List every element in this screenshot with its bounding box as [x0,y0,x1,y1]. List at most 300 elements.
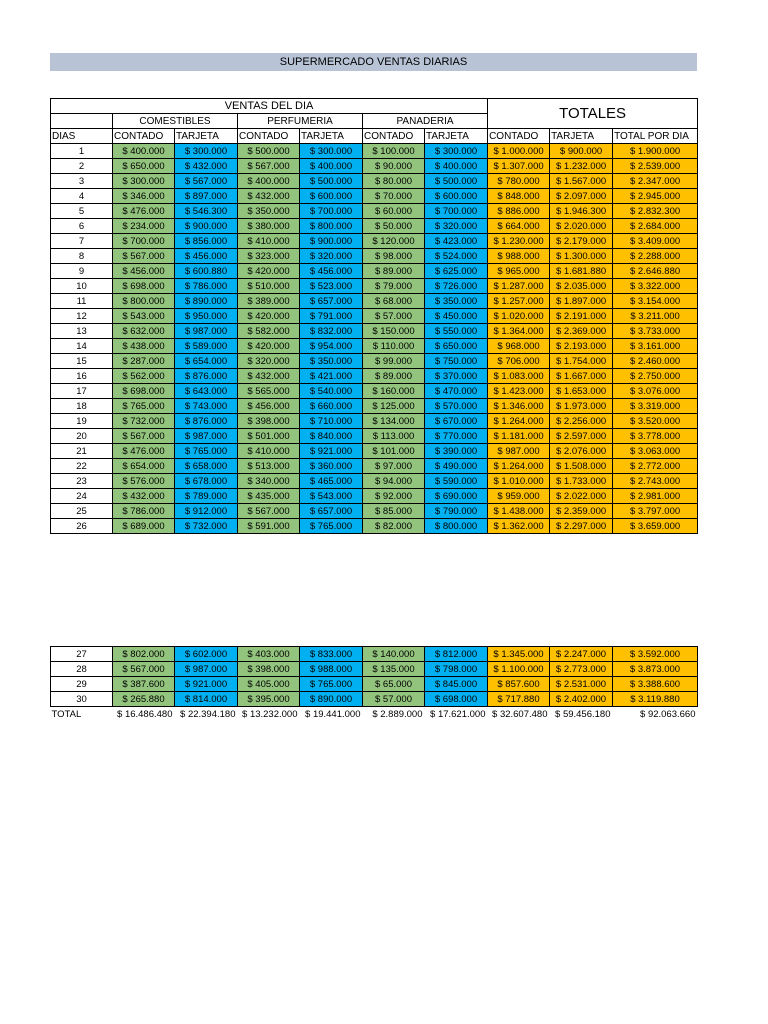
total-cell: $ 59.456.180 [555,708,611,720]
amount-cell: $ 94.000 [363,474,425,489]
panaderia-header: PANADERIA [363,114,488,129]
amount-cell: $ 89.000 [363,369,425,384]
amount-cell: $ 3.154.000 [613,294,698,309]
table-row [51,414,698,429]
amount-cell: $ 650.000 [113,159,175,174]
amount-cell: $ 1.257.000 [488,294,550,309]
amount-cell: $ 97.000 [363,459,425,474]
amount-cell: $ 1.681.880 [550,264,613,279]
amount-cell: $ 2.035.000 [550,279,613,294]
amount-cell: $ 2.020.000 [550,219,613,234]
amount-cell: $ 1.264.000 [488,459,550,474]
total-cell: $ 13.232.000 [242,708,298,720]
amount-cell: $ 567.000 [113,429,175,444]
amount-cell: $ 2.247.000 [550,647,613,662]
table-row [51,144,698,159]
amount-cell: $ 567.000 [238,504,300,519]
amount-cell: $ 398.000 [238,414,300,429]
amount-cell: $ 476.000 [113,204,175,219]
amount-cell: $ 500.000 [238,144,300,159]
comestibles-header: COMESTIBLES [113,114,238,129]
amount-cell: $ 1.754.000 [550,354,613,369]
day-cell: 7 [51,234,113,249]
amount-cell: $ 3.873.000 [613,662,698,677]
amount-cell: $ 395.000 [238,692,300,707]
daily-sales-table-continued [50,646,698,721]
amount-cell: $ 513.000 [238,459,300,474]
amount-cell: $ 654.000 [113,459,175,474]
amount-cell: $ 689.000 [113,519,175,534]
amount-cell: $ 643.000 [175,384,238,399]
amount-cell: $ 501.000 [238,429,300,444]
amount-cell: $ 456.000 [113,264,175,279]
amount-cell: $ 840.000 [300,429,363,444]
amount-cell: $ 287.000 [113,354,175,369]
amount-cell: $ 743.000 [175,399,238,414]
amount-cell: $ 1.653.000 [550,384,613,399]
amount-cell: $ 732.000 [113,414,175,429]
amount-cell: $ 950.000 [175,309,238,324]
amount-cell: $ 625.000 [425,264,488,279]
amount-cell: $ 845.000 [425,677,488,692]
total-cell: $ 92.063.660 [640,708,696,720]
amount-cell: $ 92.000 [363,489,425,504]
day-cell: 15 [51,354,113,369]
amount-cell: $ 876.000 [175,369,238,384]
amount-cell: $ 988.000 [300,662,363,677]
day-cell: 8 [51,249,113,264]
amount-cell: $ 2.097.000 [550,189,613,204]
amount-cell: $ 99.000 [363,354,425,369]
amount-cell: $ 320.000 [300,249,363,264]
amount-cell: $ 2.288.000 [613,249,698,264]
amount-cell: $ 988.000 [488,249,550,264]
amount-cell: $ 380.000 [238,219,300,234]
panaderia-tarjeta-header: TARJETA [425,129,488,144]
amount-cell: $ 1.345.000 [488,647,550,662]
day-cell: 14 [51,339,113,354]
amount-cell: $ 706.000 [488,354,550,369]
amount-cell: $ 450.000 [425,309,488,324]
amount-cell: $ 876.000 [175,414,238,429]
table-row [51,519,698,534]
amount-cell: $ 968.000 [488,339,550,354]
amount-cell: $ 567.000 [113,662,175,677]
amount-cell: $ 576.000 [113,474,175,489]
table-row [51,234,698,249]
day-cell: 17 [51,384,113,399]
amount-cell: $ 900.000 [175,219,238,234]
table-row [51,662,698,677]
amount-cell: $ 890.000 [300,692,363,707]
blank-header-cell [51,114,113,129]
amount-cell: $ 323.000 [238,249,300,264]
amount-cell: $ 3.520.000 [613,414,698,429]
amount-cell: $ 2.539.000 [613,159,698,174]
amount-cell: $ 600.000 [425,189,488,204]
amount-cell: $ 550.000 [425,324,488,339]
amount-cell: $ 789.000 [175,489,238,504]
amount-cell: $ 765.000 [113,399,175,414]
dias-header: DIAS [51,129,113,144]
amount-cell: $ 726.000 [425,279,488,294]
total-cell: $ 32.607.480 [492,708,548,720]
table-row [51,324,698,339]
day-cell: 27 [51,647,113,662]
table-row [51,444,698,459]
amount-cell: $ 886.000 [488,204,550,219]
amount-cell: $ 320.000 [238,354,300,369]
total-cell: $ 17.621.000 [430,708,486,720]
day-cell: 30 [51,692,113,707]
table-row [51,429,698,444]
amount-cell: $ 420.000 [238,339,300,354]
amount-cell: $ 403.000 [238,647,300,662]
amount-cell: $ 470.000 [425,384,488,399]
amount-cell: $ 965.000 [488,264,550,279]
amount-cell: $ 2.945.000 [613,189,698,204]
amount-cell: $ 490.000 [425,459,488,474]
amount-cell: $ 812.000 [425,647,488,662]
amount-cell: $ 890.000 [175,294,238,309]
amount-cell: $ 650.000 [425,339,488,354]
amount-cell: $ 432.000 [175,159,238,174]
day-cell: 13 [51,324,113,339]
amount-cell: $ 101.000 [363,444,425,459]
amount-cell: $ 3.076.000 [613,384,698,399]
amount-cell: $ 2.347.000 [613,174,698,189]
table-body-continued [51,647,698,707]
header-row-1 [51,99,698,114]
day-cell: 2 [51,159,113,174]
amount-cell: $ 3.161.000 [613,339,698,354]
total-row [51,707,698,722]
amount-cell: $ 765.000 [175,444,238,459]
amount-cell: $ 110.000 [363,339,425,354]
amount-cell: $ 1.733.000 [550,474,613,489]
amount-cell: $ 135.000 [363,662,425,677]
table-row [51,249,698,264]
amount-cell: $ 654.000 [175,354,238,369]
day-cell: 11 [51,294,113,309]
table-row [51,174,698,189]
amount-cell: $ 68.000 [363,294,425,309]
amount-cell: $ 476.000 [113,444,175,459]
amount-cell: $ 856.000 [175,234,238,249]
amount-cell: $ 420.000 [238,264,300,279]
amount-cell: $ 954.000 [300,339,363,354]
amount-cell: $ 350.000 [425,294,488,309]
table-body [51,144,698,534]
amount-cell: $ 590.000 [425,474,488,489]
day-cell: 1 [51,144,113,159]
amount-cell: $ 2.256.000 [550,414,613,429]
amount-cell: $ 1.667.000 [550,369,613,384]
amount-cell: $ 1.100.000 [488,662,550,677]
table-row [51,474,698,489]
amount-cell: $ 300.000 [425,144,488,159]
amount-cell: $ 387.600 [113,677,175,692]
amount-cell: $ 438.000 [113,339,175,354]
amount-cell: $ 987.000 [488,444,550,459]
amount-cell: $ 405.000 [238,677,300,692]
amount-cell: $ 140.000 [363,647,425,662]
totales-header: TOTALES [488,99,698,129]
amount-cell: $ 125.000 [363,399,425,414]
amount-cell: $ 1.346.000 [488,399,550,414]
amount-cell: $ 2.531.000 [550,677,613,692]
amount-cell: $ 770.000 [425,429,488,444]
amount-cell: $ 2.191.000 [550,309,613,324]
table-row [51,692,698,707]
amount-cell: $ 591.000 [238,519,300,534]
amount-cell: $ 3.388.600 [613,677,698,692]
amount-cell: $ 791.000 [300,309,363,324]
amount-cell: $ 234.000 [113,219,175,234]
amount-cell: $ 900.000 [300,234,363,249]
amount-cell: $ 1.946.300 [550,204,613,219]
amount-cell: $ 320.000 [425,219,488,234]
amount-cell: $ 3.119.880 [613,692,698,707]
amount-cell: $ 897.000 [175,189,238,204]
day-cell: 16 [51,369,113,384]
amount-cell: $ 658.000 [175,459,238,474]
amount-cell: $ 690.000 [425,489,488,504]
amount-cell: $ 398.000 [238,662,300,677]
amount-cell: $ 3.322.000 [613,279,698,294]
day-cell: 12 [51,309,113,324]
amount-cell: $ 800.000 [425,519,488,534]
amount-cell: $ 50.000 [363,219,425,234]
amount-cell: $ 798.000 [425,662,488,677]
amount-cell: $ 524.000 [425,249,488,264]
amount-cell: $ 2.772.000 [613,459,698,474]
day-cell: 21 [51,444,113,459]
amount-cell: $ 90.000 [363,159,425,174]
amount-cell: $ 600.880 [175,264,238,279]
amount-cell: $ 1.230.000 [488,234,550,249]
amount-cell: $ 265.880 [113,692,175,707]
amount-cell: $ 1.362.000 [488,519,550,534]
daily-sales-table [50,98,698,534]
amount-cell: $ 848.000 [488,189,550,204]
amount-cell: $ 350.000 [300,354,363,369]
amount-cell: $ 1.423.000 [488,384,550,399]
amount-cell: $ 2.402.000 [550,692,613,707]
amount-cell: $ 1.020.000 [488,309,550,324]
amount-cell: $ 802.000 [113,647,175,662]
amount-cell: $ 150.000 [363,324,425,339]
amount-cell: $ 2.597.000 [550,429,613,444]
amount-cell: $ 3.778.000 [613,429,698,444]
table-row [51,264,698,279]
day-cell: 4 [51,189,113,204]
amount-cell: $ 565.000 [238,384,300,399]
day-cell: 5 [51,204,113,219]
amount-cell: $ 700.000 [425,204,488,219]
amount-cell: $ 786.000 [175,279,238,294]
table-row [51,219,698,234]
amount-cell: $ 1.897.000 [550,294,613,309]
amount-cell: $ 800.000 [300,219,363,234]
amount-cell: $ 60.000 [363,204,425,219]
amount-cell: $ 1.000.000 [488,144,550,159]
amount-cell: $ 600.000 [300,189,363,204]
table-row [51,339,698,354]
total-label: TOTAL [51,708,82,720]
amount-cell: $ 423.000 [425,234,488,249]
table-row [51,459,698,474]
amount-cell: $ 113.000 [363,429,425,444]
amount-cell: $ 389.000 [238,294,300,309]
amount-cell: $ 1.900.000 [613,144,698,159]
amount-cell: $ 400.000 [113,144,175,159]
amount-cell: $ 85.000 [363,504,425,519]
amount-cell: $ 562.000 [113,369,175,384]
amount-cell: $ 959.000 [488,489,550,504]
amount-cell: $ 540.000 [300,384,363,399]
amount-cell: $ 100.000 [363,144,425,159]
day-cell: 26 [51,519,113,534]
totales-contado-header: CONTADO [488,129,550,144]
amount-cell: $ 340.000 [238,474,300,489]
amount-cell: $ 657.000 [300,294,363,309]
amount-cell: $ 3.319.000 [613,399,698,414]
amount-cell: $ 1.364.000 [488,324,550,339]
amount-cell: $ 500.000 [300,174,363,189]
amount-cell: $ 987.000 [175,662,238,677]
day-cell: 28 [51,662,113,677]
amount-cell: $ 300.000 [175,144,238,159]
amount-cell: $ 2.773.000 [550,662,613,677]
amount-cell: $ 567.000 [175,174,238,189]
perfumeria-header: PERFUMERIA [238,114,363,129]
amount-cell: $ 70.000 [363,189,425,204]
amount-cell: $ 80.000 [363,174,425,189]
amount-cell: $ 2.832.300 [613,204,698,219]
table-row [51,204,698,219]
amount-cell: $ 370.000 [425,369,488,384]
amount-cell: $ 814.000 [175,692,238,707]
amount-cell: $ 698.000 [113,279,175,294]
amount-cell: $ 546.300 [175,204,238,219]
amount-cell: $ 120.000 [363,234,425,249]
amount-cell: $ 664.000 [488,219,550,234]
table-row [51,189,698,204]
amount-cell: $ 432.000 [238,189,300,204]
amount-cell: $ 89.000 [363,264,425,279]
amount-cell: $ 2.193.000 [550,339,613,354]
table-row [51,294,698,309]
amount-cell: $ 465.000 [300,474,363,489]
amount-cell: $ 1.232.000 [550,159,613,174]
amount-cell: $ 160.000 [363,384,425,399]
table-row [51,369,698,384]
amount-cell: $ 1.508.000 [550,459,613,474]
day-cell: 25 [51,504,113,519]
amount-cell: $ 900.000 [550,144,613,159]
amount-cell: $ 2.646.880 [613,264,698,279]
ventas-del-dia-header: VENTAS DEL DIA [51,99,488,114]
amount-cell: $ 3.733.000 [613,324,698,339]
amount-cell: $ 435.000 [238,489,300,504]
table-row [51,309,698,324]
amount-cell: $ 698.000 [113,384,175,399]
amount-cell: $ 410.000 [238,234,300,249]
day-cell: 22 [51,459,113,474]
amount-cell: $ 400.000 [425,159,488,174]
amount-cell: $ 510.000 [238,279,300,294]
day-cell: 3 [51,174,113,189]
amount-cell: $ 2.981.000 [613,489,698,504]
day-cell: 20 [51,429,113,444]
amount-cell: $ 543.000 [300,489,363,504]
amount-cell: $ 1.181.000 [488,429,550,444]
comestibles-contado-header: CONTADO [113,129,175,144]
amount-cell: $ 3.659.000 [613,519,698,534]
amount-cell: $ 400.000 [238,174,300,189]
sheet-title: SUPERMERCADO VENTAS DIARIAS [50,53,697,71]
amount-cell: $ 700.000 [300,204,363,219]
amount-cell: $ 921.000 [175,677,238,692]
amount-cell: $ 1.973.000 [550,399,613,414]
amount-cell: $ 912.000 [175,504,238,519]
amount-cell: $ 833.000 [300,647,363,662]
amount-cell: $ 2.179.000 [550,234,613,249]
day-cell: 9 [51,264,113,279]
amount-cell: $ 1.307.000 [488,159,550,174]
perfumeria-tarjeta-header: TARJETA [300,129,363,144]
amount-cell: $ 710.000 [300,414,363,429]
amount-cell: $ 765.000 [300,677,363,692]
amount-cell: $ 1.300.000 [550,249,613,264]
day-cell: 23 [51,474,113,489]
amount-cell: $ 602.000 [175,647,238,662]
amount-cell: $ 670.000 [425,414,488,429]
amount-cell: $ 589.000 [175,339,238,354]
day-cell: 29 [51,677,113,692]
amount-cell: $ 400.000 [300,159,363,174]
amount-cell: $ 2.684.000 [613,219,698,234]
amount-cell: $ 790.000 [425,504,488,519]
amount-cell: $ 350.000 [238,204,300,219]
total-cell: $ 16.486.480 [117,708,173,720]
amount-cell: $ 657.000 [300,504,363,519]
amount-cell: $ 987.000 [175,429,238,444]
amount-cell: $ 632.000 [113,324,175,339]
amount-cell: $ 456.000 [300,264,363,279]
amount-cell: $ 300.000 [113,174,175,189]
amount-cell: $ 570.000 [425,399,488,414]
amount-cell: $ 410.000 [238,444,300,459]
amount-cell: $ 57.000 [363,692,425,707]
amount-cell: $ 1.083.000 [488,369,550,384]
amount-cell: $ 1.438.000 [488,504,550,519]
amount-cell: $ 800.000 [113,294,175,309]
amount-cell: $ 65.000 [363,677,425,692]
table-row [51,384,698,399]
amount-cell: $ 2.076.000 [550,444,613,459]
amount-cell: $ 3.797.000 [613,504,698,519]
amount-cell: $ 134.000 [363,414,425,429]
table-row [51,354,698,369]
amount-cell: $ 2.460.000 [613,354,698,369]
table-row [51,399,698,414]
amount-cell: $ 567.000 [113,249,175,264]
amount-cell: $ 500.000 [425,174,488,189]
amount-cell: $ 3.211.000 [613,309,698,324]
amount-cell: $ 2.369.000 [550,324,613,339]
